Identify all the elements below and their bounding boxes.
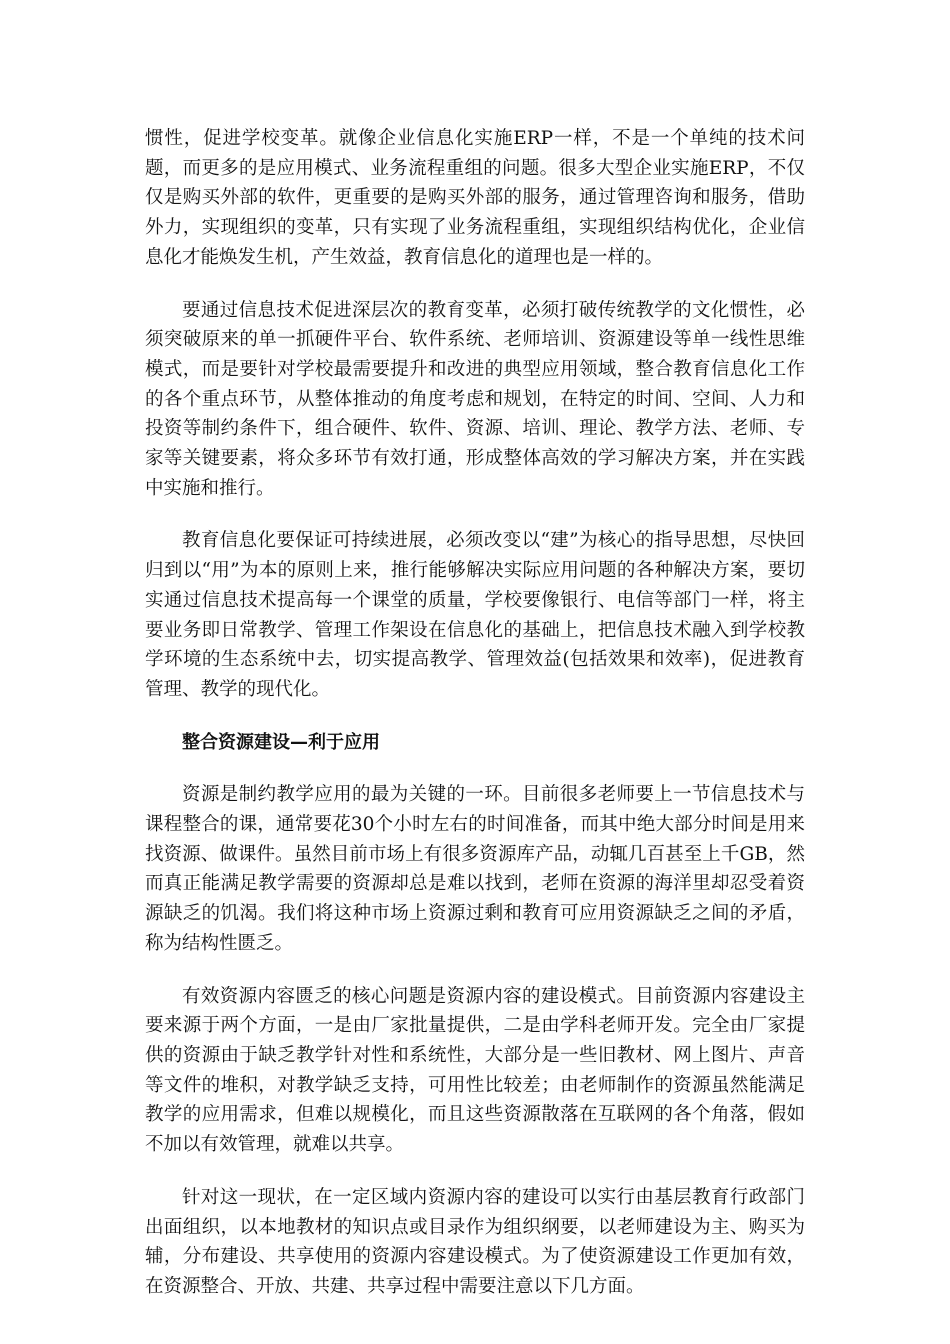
paragraph-resource-scarcity: 有效资源内容匮乏的核心问题是资源内容的建设模式。目前资源内容建设主要来源于两个方面，一是由厂家批量提供，二是由学科老师开发。完全由厂家提供的资源由于缺乏教学针对性和系统性，大部分是一些旧教材、网上图片、声音等文件的堆积，对教学缺乏支持，可用性比较差；由老师制作的资源虽然能满足教学的应用需求，但难以规模化，而且这些资源散落在互联网的各个角落，假如不加以有效管理，就难以共享。 <box>145 985 805 1156</box>
paragraph-regional-construction: 针对这一现状，在一定区域内资源内容的建设可以实行由基层教育行政部门出面组织，以本地教材的知识点或目录作为组织纲要，以老师建设为主、购买为辅，分布建设、共享使用的资源内容建设模式。为了使资源建设工作更加有效，在资源整合、开放、共建、共享过程中需要注意以下几方面。 <box>145 1186 805 1297</box>
section-heading: 整合资源建设—利于应用 <box>182 731 380 753</box>
paragraph-teaching-reform: 要通过信息技术促进深层次的教育变革，必须打破传统教学的文化惯性，必须突破原来的单一抓硬件平台、软件系统、老师培训、资源建设等单一线性思维模式，而是要针对学校最需要提升和改进的典型应用领域，整合教育信息化工作的各个重点环节，从整体推动的角度考虑和规划，在特定的时间、空间、人力和投资等制约条件下，组合硬件、软件、资源、培训、理论、教学方法、老师、专家等关键要素，将众多环节有效打通，形成整体高效的学习解决方案，并在实践中实施和推行。 <box>145 299 805 499</box>
paragraph-sustainable-progress: 教育信息化要保证可持续进展，必须改变以“建”为核心的指导思想，尽快回归到以“用”为本的原则上来，推行能够解决实际应用问题的各种解决方案，要切实通过信息技术提高每一个课堂的质量，学校要像银行、电信等部门一样，将主要业务即日常教学、管理工作架设在信息化的基础上，把信息技术融入到学校教学环境的生态系统中去，切实提高教学、管理效益(包括效果和效率)，促进教育管理、教学的现代化。 <box>145 530 805 700</box>
document-body <box>145 124 805 1325</box>
paragraph-continuation: 惯性，促进学校变革。就像企业信息化实施ERP一样，不是一个单纯的技术问题，而更多的是应用模式、业务流程重组的问题。很多大型企业实施ERP，不仅仅是购买外部的软件，更重要的是购买外部的服务，通过管理咨询和服务，借助外力，实现组织的变革，只有实现了业务流程重组，实现组织结构优化，企业信息化才能焕发生机，产生效益，教育信息化的道理也是一样的。 <box>145 128 805 268</box>
paragraph-resources-key: 资源是制约教学应用的最为关键的一环。目前很多老师要上一节信息技术与课程整合的课，通常要花30个小时左右的时间准备，而其中绝大部分时间是用来找资源、做课件。虽然目前市场上有很多资源库产品，动辄几百甚至上千GB，然而真正能满足教学需要的资源却总是难以找到，老师在资源的海洋里却忍受着资源缺乏的饥渴。我们将这种市场上资源过剩和教育可应用资源缺乏之间的矛盾，称为结构性匮乏。 <box>145 784 805 954</box>
